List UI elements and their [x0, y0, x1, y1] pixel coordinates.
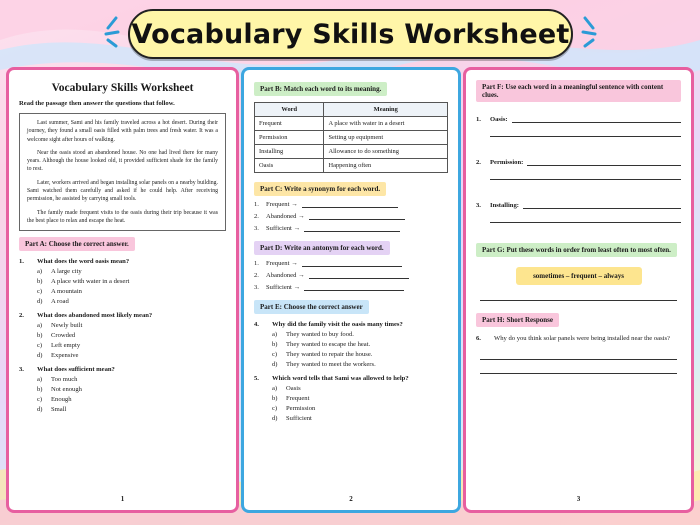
sentence-item[interactable]: [476, 202, 681, 223]
sentence-item[interactable]: [476, 159, 681, 180]
option-text: Not enough: [51, 386, 82, 394]
antonym-item[interactable]: [254, 260, 448, 267]
item-number: 3.: [476, 202, 481, 209]
banner-title: Vocabulary Skills Worksheet: [131, 18, 570, 50]
answer-option[interactable]: [37, 376, 226, 383]
option-text: A mountain: [51, 288, 82, 296]
item-word: Oasis:: [490, 116, 508, 123]
option-letter: b): [272, 395, 278, 402]
worksheet-page-1: [6, 67, 239, 513]
question-6: [476, 335, 681, 342]
item-word: Abandoned →: [266, 213, 305, 220]
item-word: Sufficient →: [266, 284, 301, 291]
antonym-item[interactable]: [254, 284, 448, 291]
synonym-item[interactable]: [254, 225, 448, 232]
question-3: [19, 366, 226, 413]
page-number: 1: [120, 495, 125, 503]
synonym-item[interactable]: [254, 213, 448, 220]
answer-option[interactable]: [272, 351, 448, 358]
table-cell: Permission: [255, 131, 324, 145]
antonym-item[interactable]: [254, 272, 448, 279]
answer-option[interactable]: [37, 332, 226, 339]
answer-option[interactable]: [37, 386, 226, 393]
question-text: What does abandoned most likely mean?: [37, 312, 153, 320]
item-number: 2.: [254, 213, 259, 220]
option-letter: b): [37, 278, 43, 286]
answer-option[interactable]: [37, 352, 226, 359]
table-cell: Allowance to do something: [324, 145, 448, 159]
answer-line[interactable]: [309, 272, 409, 279]
option-letter: a): [272, 331, 278, 338]
passage-paragraph: Later, workers arrived and began installing solar panels on a nearby building. Sami watched them carefully and asked if he could help. After receiving permission, he assisted by carrying small tools.: [27, 179, 218, 203]
question-text: Which word tells that Sami was allowed to help?: [272, 375, 409, 382]
option-letter: a): [37, 376, 43, 384]
item-word: Frequent →: [266, 260, 298, 267]
matching-table: [254, 102, 448, 173]
worksheet-page-3: [463, 67, 694, 513]
option-text: They wanted to buy food.: [286, 331, 354, 338]
table-cell: Oasis: [255, 159, 324, 173]
table-cell: Installing: [255, 145, 324, 159]
option-text: Small: [51, 406, 67, 414]
table-header: Meaning: [324, 103, 448, 117]
option-letter: d): [272, 415, 278, 422]
part-b-label: Part B: Match each word to its meaning.: [254, 82, 387, 96]
option-text: Crowded: [51, 332, 76, 340]
answer-line[interactable]: [304, 225, 400, 232]
question-1: [19, 258, 226, 305]
option-text: A place with water in a desert: [51, 278, 130, 286]
answer-line[interactable]: [490, 209, 681, 223]
table-row: [255, 159, 448, 173]
answer-option[interactable]: [37, 268, 226, 275]
option-letter: c): [37, 396, 43, 404]
answer-option[interactable]: [272, 385, 448, 392]
item-word: Sufficient →: [266, 225, 301, 232]
part-f-label: Part F: Use each word in a meaningful sentence with content clues.: [476, 80, 681, 102]
option-text: Too much: [51, 376, 78, 384]
option-text: A large city: [51, 268, 82, 276]
answer-line[interactable]: [527, 159, 681, 166]
page-number: 2: [349, 495, 353, 503]
question-number: 1.: [19, 258, 24, 266]
option-letter: a): [272, 385, 278, 392]
answer-line[interactable]: [512, 116, 681, 123]
option-text: They wanted to escape the heat.: [286, 341, 371, 348]
question-text: What does sufficient mean?: [37, 366, 115, 374]
answer-line[interactable]: [480, 360, 677, 374]
option-text: Permission: [286, 405, 316, 412]
worksheet-page-2: [241, 67, 461, 513]
item-word: Installing:: [490, 202, 519, 209]
option-letter: c): [37, 342, 43, 350]
option-letter: d): [37, 352, 43, 360]
option-text: Left empty: [51, 342, 81, 350]
question-number: 4.: [254, 321, 259, 328]
option-letter: b): [37, 386, 43, 394]
answer-option[interactable]: [272, 415, 448, 422]
sentence-item[interactable]: [476, 116, 681, 137]
table-cell: Frequent: [255, 117, 324, 131]
option-letter: b): [272, 341, 278, 348]
answer-line[interactable]: [480, 342, 677, 360]
item-number: 2.: [254, 272, 259, 279]
answer-line[interactable]: [302, 260, 402, 267]
option-letter: c): [272, 405, 278, 412]
question-number: 2.: [19, 312, 24, 320]
question-2: [19, 312, 226, 359]
option-letter: c): [37, 288, 43, 296]
answer-option[interactable]: [272, 341, 448, 348]
passage-paragraph: The family made frequent visits to the oasis during their trip because it was the best place to relax and escape the heat.: [27, 209, 218, 224]
question-number: 5.: [254, 375, 259, 382]
answer-option[interactable]: [272, 405, 448, 412]
answer-option[interactable]: [37, 342, 226, 349]
item-word: Permission:: [490, 159, 524, 166]
answer-option[interactable]: [37, 278, 226, 285]
answer-option[interactable]: [37, 406, 226, 413]
question-number: 6.: [476, 335, 481, 342]
item-number: 1.: [254, 260, 259, 267]
answer-option[interactable]: [37, 298, 226, 305]
part-c-label: Part C: Write a synonym for each word.: [254, 182, 386, 196]
synonym-item[interactable]: [254, 201, 448, 208]
item-word: Abandoned →: [266, 272, 305, 279]
answer-option[interactable]: [37, 288, 226, 295]
page-number: 3: [576, 495, 581, 503]
option-text: Oasis: [286, 385, 301, 392]
answer-line[interactable]: [309, 213, 405, 220]
table-header: Word: [255, 103, 324, 117]
table-cell: Happening often: [324, 159, 448, 173]
answer-line[interactable]: [304, 284, 404, 291]
item-number: 3.: [254, 284, 259, 291]
item-number: 3.: [254, 225, 259, 232]
part-g-label: Part G: Put these words in order from least often to most often.: [476, 243, 677, 257]
option-text: Sufficient: [286, 415, 312, 422]
part-a-label: Part A: Choose the correct answer.: [19, 237, 135, 251]
question-number: 3.: [19, 366, 24, 374]
answer-option[interactable]: [37, 322, 226, 329]
option-letter: d): [272, 361, 278, 368]
option-text: Expensive: [51, 352, 79, 360]
passage-paragraph: Near the oasis stood an abandoned house. No one had lived there for many years. Although the house looked old, it provided sufficient shade for the family to rest.: [27, 149, 218, 173]
option-text: Frequent: [286, 395, 310, 402]
option-text: They wanted to meet the workers.: [286, 361, 376, 368]
right-sparkle-icon: [577, 12, 611, 52]
question-text: Why did the family visit the oasis many times?: [272, 321, 403, 328]
table-row: [255, 131, 448, 145]
answer-line[interactable]: [490, 166, 681, 180]
answer-line[interactable]: [302, 201, 398, 208]
part-e-label: Part E: Choose the correct answer: [254, 300, 369, 314]
answer-option[interactable]: [272, 395, 448, 402]
answer-option[interactable]: [37, 396, 226, 403]
option-letter: a): [37, 268, 43, 276]
answer-option[interactable]: [272, 331, 448, 338]
option-letter: d): [37, 406, 43, 414]
part-h-label: Part H: Short Response: [476, 313, 559, 327]
item-word: Frequent →: [266, 201, 298, 208]
page-title: Vocabulary Skills Worksheet: [51, 82, 194, 94]
instruction: Read the passage then answer the questions that follow.: [19, 100, 175, 107]
banner-title-pill: [128, 9, 573, 59]
option-text: A road: [51, 298, 69, 306]
table-cell: Setting up equipment: [324, 131, 448, 145]
answer-line[interactable]: [490, 123, 681, 137]
table-row: [255, 145, 448, 159]
answer-option[interactable]: [272, 361, 448, 368]
answer-line[interactable]: [480, 285, 677, 301]
part-d-label: Part D: Write an antonym for each word.: [254, 241, 390, 255]
table-cell: A place with water in a desert: [324, 117, 448, 131]
reading-passage: [19, 113, 226, 231]
option-letter: a): [37, 322, 43, 330]
passage-paragraph: Last summer, Sami and his family traveled across a hot desert. During their journey, they found a small oasis filled with palm trees and fresh water. It was a welcome sight after hours of walking.: [27, 120, 218, 143]
item-number: 1.: [254, 201, 259, 208]
item-number: 1.: [476, 116, 481, 123]
question-text: Why do you think solar panels were being installed near the oasis?: [494, 335, 670, 342]
option-text: Newly built: [51, 322, 83, 330]
left-sparkle-icon: [90, 12, 124, 52]
option-text: They wanted to repair the house.: [286, 351, 373, 358]
option-letter: d): [37, 298, 43, 306]
answer-line[interactable]: [523, 202, 681, 209]
word-order-list: sometimes – frequent – always: [516, 267, 642, 285]
option-text: Enough: [51, 396, 72, 404]
option-letter: c): [272, 351, 278, 358]
question-text: What does the word oasis mean?: [37, 258, 130, 266]
option-letter: b): [37, 332, 43, 340]
table-row: [255, 117, 448, 131]
item-number: 2.: [476, 159, 481, 166]
question-4: [254, 321, 448, 368]
question-5: [254, 375, 448, 422]
